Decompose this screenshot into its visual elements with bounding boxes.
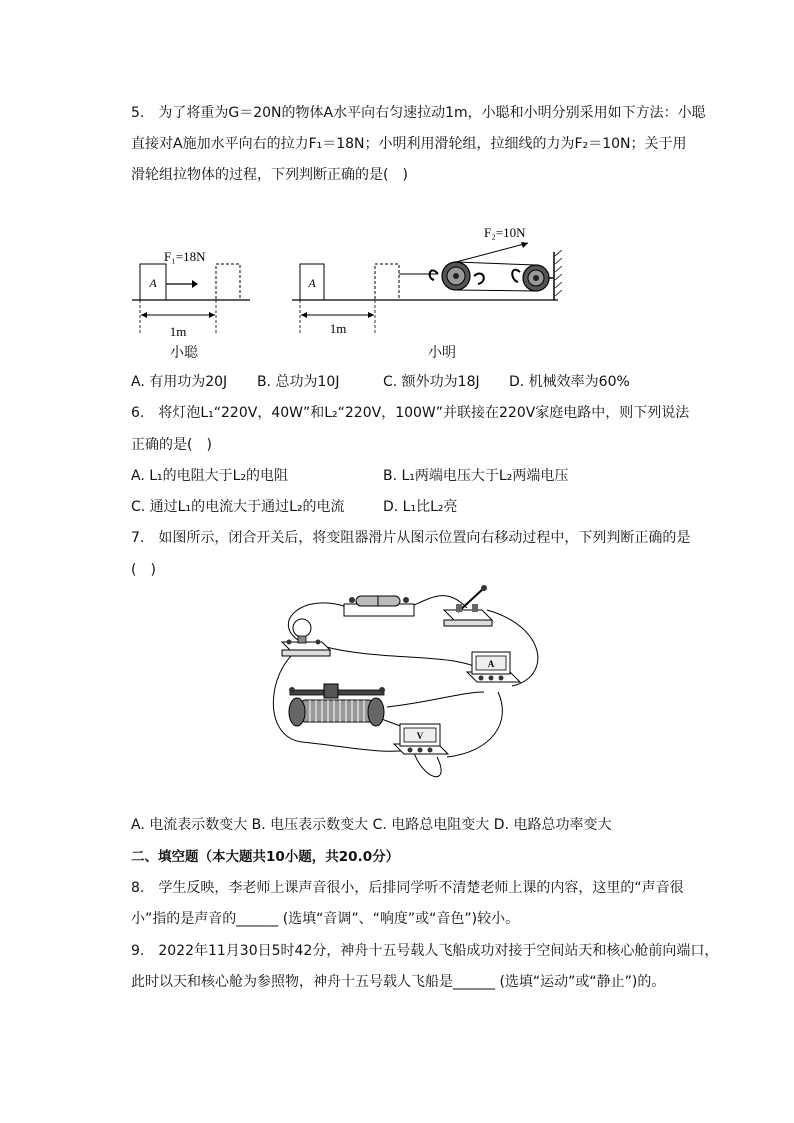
- q8-line-1: 8. 学生反映，李老师上课声音很小，后排同学听不清楚老师上课的内容，这里的“声音很: [131, 880, 684, 896]
- q7-line-1: 7. 如图所示，闭合开关后，将变阻器滑片从图示位置向右移动过程中，下列判断正确的是: [131, 530, 691, 546]
- q9-line-1: 9. 2022年11月30日5时42分，神舟十五号载人飞船成功对接于空间站天和核心舱前向端口，: [131, 943, 719, 959]
- q5-line-2: 直接对A施加水平向右的拉力F₁＝18N；小明利用滑轮组，拉细线的力为F₂＝10N；关于用: [131, 136, 687, 152]
- q5-pull-rope: [456, 243, 528, 262]
- q5-option-c: C. 额外功为18J: [383, 374, 480, 390]
- q6-option-d: D. L₁比L₂亮: [383, 499, 458, 515]
- q6-option-c: C. 通过L₁的电流大于通过L₂的电流: [131, 499, 345, 515]
- q5-option-b: B. 总功为10J: [257, 374, 340, 390]
- q5-figure-xiaoming: [288, 220, 576, 345]
- rheostat: [289, 684, 385, 726]
- q5-right-block-label: A: [308, 276, 316, 290]
- voltmeter: [394, 724, 448, 754]
- q5-caption-xiaoming: 小明: [428, 345, 456, 361]
- q6-option-b: B. L₁两端电压大于L₂两端电压: [383, 468, 569, 484]
- voltmeter-label: V: [416, 731, 424, 741]
- knife-switch: [444, 585, 492, 626]
- ammeter: [467, 652, 520, 682]
- q5-right-dashed-block: [375, 264, 399, 300]
- q6-line-1: 6. 将灯泡L₁“220V，40W”和L₂“220V，100W”并联接在220V家庭电路中，则下列说法: [131, 405, 690, 421]
- section-2-heading: 二、填空题（本大题共10小题，共20.0分）: [131, 849, 400, 865]
- q8-line-2: 小”指的是声音的______ (选填“音调”、“响度”或“音色”)较小。: [131, 911, 520, 927]
- q5-left-arrow-head: [192, 280, 198, 288]
- q7-circuit-figure: [262, 582, 544, 787]
- q5-left-distance-label: 1m: [169, 324, 187, 339]
- q6-option-a: A. L₁的电阻大于L₂的电阻: [131, 468, 289, 484]
- q5-left-force-label: F₁=18N: [164, 249, 206, 264]
- q5-right-distance-label: 1m: [329, 321, 347, 336]
- q5-line-3: 滑轮组拉物体的过程，下列判断正确的是( ): [131, 167, 408, 183]
- lamp: [282, 619, 330, 656]
- q6-line-2: 正确的是( ): [131, 437, 212, 453]
- q5-caption-xiaocong: 小聪: [170, 345, 198, 361]
- q5-line-1: 5. 为了将重为G＝20N的物体A水平向右匀速拉动1m，小聪和小明分别采用如下方法：小聪: [131, 105, 706, 121]
- battery-holder: [344, 596, 414, 616]
- q9-line-2: 此时以天和核心舱为参照物，神舟十五号载人飞船是______ (选填“运动”或“静止”)的。: [131, 974, 666, 990]
- q5-left-block-label: A: [149, 276, 157, 290]
- ammeter-label: A: [487, 659, 495, 669]
- q7-options: A. 电流表示数变大 B. 电压表示数变大 C. 电路总电阻变大 D. 电路总功率变大: [131, 817, 612, 833]
- q5-option-d: D. 机械效率为60%: [509, 374, 630, 390]
- q5-left-dashed-block: [216, 264, 240, 300]
- q5-option-a: A. 有用功为20J: [131, 374, 228, 390]
- q7-line-2: ( ): [131, 562, 156, 578]
- q5-right-force-label: F₂=10N: [484, 225, 526, 240]
